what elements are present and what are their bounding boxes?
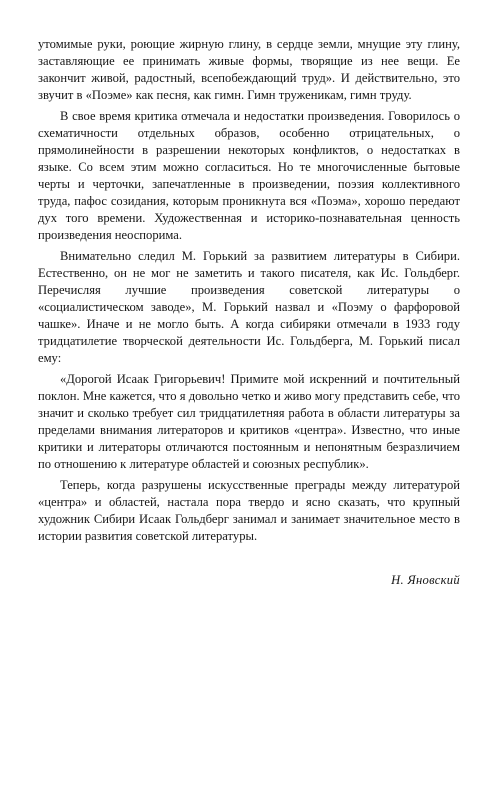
paragraph-5: Теперь, когда разрушены искусственные преграды между литературой «центра» и областей, настала пора твердо и ясно сказать, что крупный художник Сибири Исаак Гольдберг занимал и занимает значительное место в истории развития советской литературы. [38,478,460,543]
paragraph-3: Внимательно следил М. Горький за развитием литературы в Сибири. Естественно, он не мог не заметить и такого писателя, как Ис. Гольдберг. Перечисляя лучшие произведения советской литературы о «социалистическом заводе», М. Горький назвал и «Поэму о фарфоровой чашке». Иначе и не могло быть. А когда сибиряки отмечали в 1933 году тридцатилетие творческой деятельности Ис. Гольдберга, М. Горький писал ему: [38,249,460,365]
paragraph-1: утомимые руки, роющие жирную глину, в сердце земли, мнущие эту глину, заставляющие ее принимать живые формы, творящие из нее вещи. Ее закончит живой, радостный, всепобеждающий труд». И действительно, это звучит в «Поэме» как песня, как гимн. Гимн труженикам, гимн труду. [38,37,460,102]
author-signature: Н. Яновский [391,573,460,587]
quote-paragraph: «Дорогой Исаак Григорьевич! Примите мой искренний и почтительный поклон. Мне кажется, что я довольно четко и живо могу представить себе, что значит и сколько требует сил тридцатилетняя работа в области литературы за пределами внимания литераторов и критиков «центра». Известно, что иные критики и литераторы отличаются постоянным и непонятным безразличием по отношению к литературе областей и союзных республик». [38,372,460,471]
body-text [38,36,460,549]
paragraph-2: В свое время критика отмечала и недостатки произведения. Говорилось о схематичности отдельных образов, особенно отрицательных, о прямолинейности в разрешении некоторых конфликтов, о недостатках в языке. Со всем этим можно согласиться. Но те многочисленные бытовые черты и черточки, запечатленные в произведении, поэзия коллективного труда, пафос созидания, которым проникнута вся «Поэма», хорошо передают дух того времени. Художественная и историко-познавательная ценность произведения неоспорима. [38,109,460,242]
